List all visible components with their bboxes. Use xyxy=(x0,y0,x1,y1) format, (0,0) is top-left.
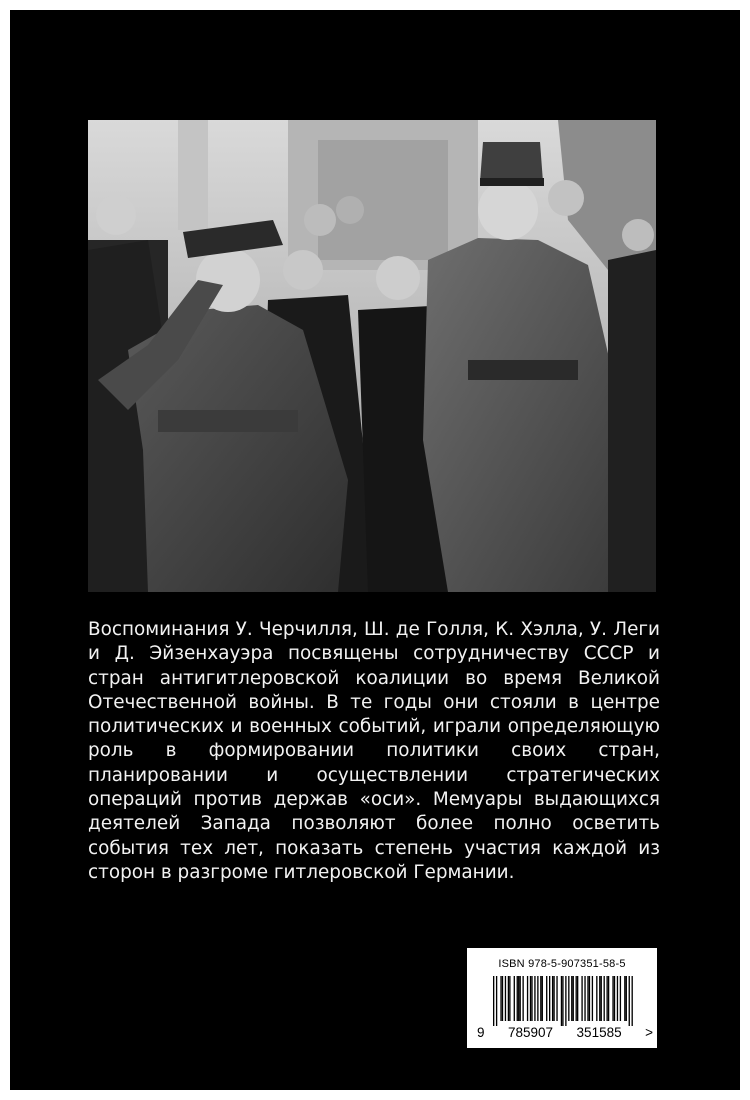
isbn-number: ISBN 978-5-907351-58-5 xyxy=(498,958,626,970)
barcode-bar xyxy=(608,976,609,1021)
barcode-bar xyxy=(632,976,633,1026)
historical-photo-icon xyxy=(88,120,656,592)
barcode-icon xyxy=(493,976,633,1026)
isbn-digit-group-2: 351585 xyxy=(576,1025,622,1040)
barcode-bar xyxy=(549,976,550,1021)
barcode-bar xyxy=(502,976,503,1021)
barcode-bar xyxy=(546,976,547,1021)
barcode-bar xyxy=(518,976,519,1021)
barcode-bar xyxy=(520,976,521,1021)
barcode-bar xyxy=(573,976,574,1021)
barcode-bar xyxy=(620,976,621,1021)
isbn-barcode-label xyxy=(467,948,657,1048)
barcode-bar xyxy=(500,976,501,1021)
barcode-bar xyxy=(514,976,515,1021)
barcode-bar xyxy=(561,976,562,1026)
barcode-bar xyxy=(542,976,543,1021)
barcode-bar xyxy=(527,976,528,1021)
barcode-bar xyxy=(614,976,615,1021)
barcode-bar xyxy=(596,976,597,1021)
barcode-bar xyxy=(624,976,625,1021)
barcode-bar xyxy=(522,976,523,1021)
barcode-bar xyxy=(531,976,532,1021)
barcode-bar xyxy=(509,976,510,1021)
barcode-bar xyxy=(612,976,613,1021)
blurb-paragraph: Воспоминания У. Черчилля, Ш. де Голля, К. Хэлла, У. Леги и Д. Эйзенхауэра посвящены сотрудничеству СССР и стран антигитлеровской коалиции во время Великой Отечественной войны. В те годы они стояли в центре политических и военных событий, играли определяющую роль в формировании политики своих стран, планировании и осуществлении стратегических операций против держав «оси». Мемуары выдающихся деятелей Запада позволяют более полно осветить события тех лет, показать степень участия каждой из сторон в разгроме гитлеровской Германии. xyxy=(88,619,660,883)
barcode-bar xyxy=(592,976,593,1021)
barcode-bar xyxy=(606,976,607,1021)
barcode-bar xyxy=(629,976,630,1026)
barcode-bar xyxy=(565,976,566,1026)
barcode-bar xyxy=(568,976,569,1021)
barcode-bar xyxy=(556,976,557,1021)
back-cover-blurb xyxy=(88,618,660,885)
barcode-bar xyxy=(577,976,578,1021)
barcode-bar xyxy=(534,976,535,1021)
barcode-bar xyxy=(562,976,563,1026)
isbn-digit-first: 9 xyxy=(477,1025,485,1040)
barcode-bar xyxy=(599,976,600,1021)
barcode-bar xyxy=(617,976,618,1021)
barcode-bar xyxy=(584,976,585,1021)
isbn-digit-group-1: 785907 xyxy=(508,1025,554,1040)
barcode-bar xyxy=(587,976,588,1021)
barcode-bar xyxy=(604,976,605,1021)
barcode-bar xyxy=(589,976,590,1021)
barcode-bar xyxy=(601,976,602,1021)
barcode-bar xyxy=(552,976,553,1021)
barcode-bar xyxy=(553,976,554,1021)
isbn-digits xyxy=(477,1025,653,1040)
barcode-bar xyxy=(517,976,518,1021)
barcode-bar xyxy=(505,976,506,1021)
isbn-arrow: > xyxy=(645,1025,653,1040)
barcode-bar xyxy=(576,976,577,1021)
barcode-bar xyxy=(540,976,541,1021)
barcode-bar xyxy=(493,976,494,1026)
barcode-bar xyxy=(571,976,572,1021)
barcode-bar xyxy=(496,976,497,1026)
barcode-bar xyxy=(508,976,509,1021)
barcode-bar xyxy=(626,976,627,1021)
barcode-bar xyxy=(581,976,582,1021)
cover-photo xyxy=(88,120,656,592)
barcode-bar xyxy=(530,976,531,1021)
barcode-bar xyxy=(537,976,538,1021)
